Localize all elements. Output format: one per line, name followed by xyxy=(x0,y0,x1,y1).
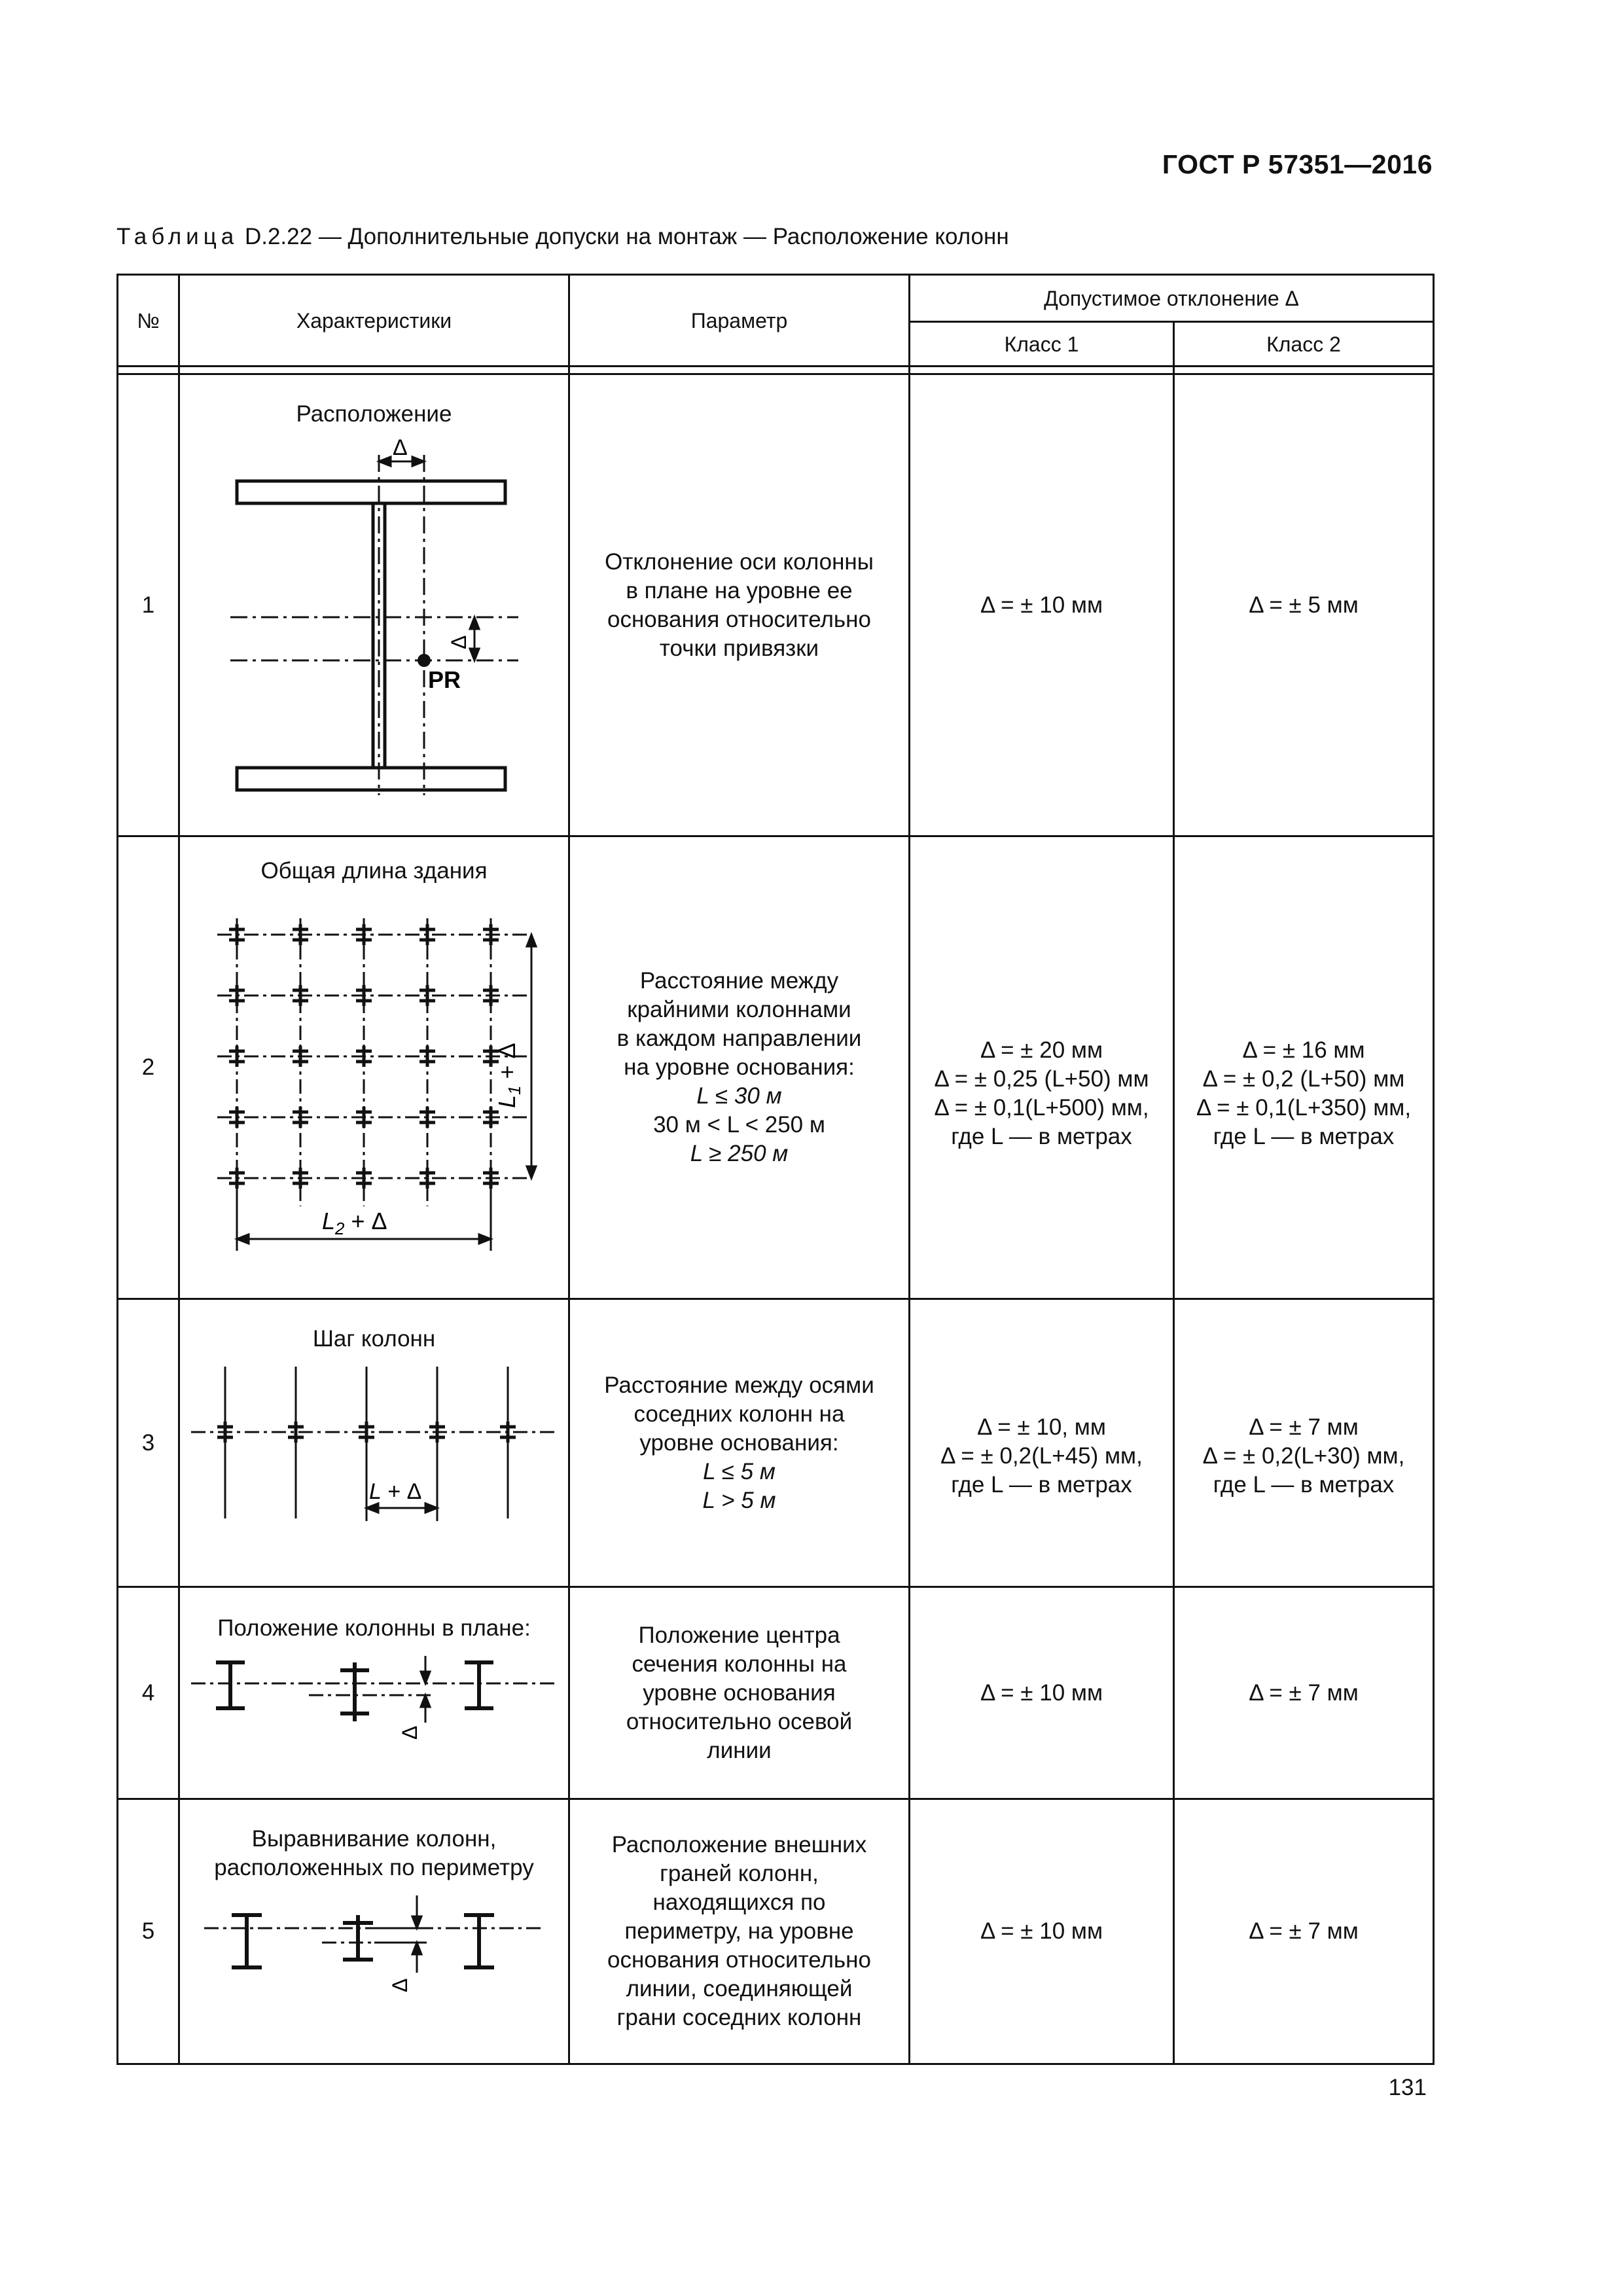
delta-label: Δ xyxy=(392,435,408,460)
tolerance-line: Δ = ± 10 мм xyxy=(980,592,1103,618)
tolerance-line: Δ = ± 10 мм xyxy=(980,1679,1103,1706)
header-characteristic: Характеристики xyxy=(179,275,569,367)
parameter-line: Отклонение оси колонны xyxy=(605,548,874,575)
parameter-line: основания относительно xyxy=(607,1947,871,1973)
characteristic-cell xyxy=(179,1799,569,2064)
table-row xyxy=(118,836,1434,1299)
tolerance-line: Δ = ± 0,25 (L+50) мм xyxy=(934,1066,1149,1092)
tolerance-line: где L — в метрах xyxy=(951,1124,1132,1149)
building-length-diagram xyxy=(191,886,558,1252)
parameter-cell xyxy=(569,1299,910,1587)
characteristic-label: Положение колонны в плане: xyxy=(217,1615,531,1641)
header-class1: Класс 1 xyxy=(910,322,1174,367)
parameter-cell xyxy=(569,374,910,836)
page-number: 131 xyxy=(1388,2075,1427,2100)
pitch-dimension-label: L + Δ xyxy=(368,1479,421,1504)
tolerance-table xyxy=(116,274,1435,2065)
tolerance-line: Δ = ± 0,2(L+30) мм, xyxy=(1202,1443,1405,1469)
parameter-line: уровне основания: xyxy=(639,1429,839,1456)
parameter-line: L > 5 м xyxy=(702,1487,776,1513)
characteristic-cell xyxy=(179,836,569,1299)
parameter-line: основания относительно xyxy=(607,606,871,632)
row-number: 5 xyxy=(118,1799,179,2064)
table-row xyxy=(118,1799,1434,2064)
column-pitch-diagram xyxy=(191,1354,558,1550)
parameter-line: на уровне основания: xyxy=(624,1054,855,1080)
parameter-line: в каждом направлении xyxy=(616,1026,862,1051)
tolerance-line: Δ = ± 7 мм xyxy=(1249,1414,1359,1440)
standard-number: ГОСТ Р 57351—2016 xyxy=(1162,149,1433,179)
tolerance-line: Δ = ± 7 мм xyxy=(1249,1679,1359,1706)
tolerance-line: Δ = ± 20 мм xyxy=(980,1037,1103,1063)
tolerance-line: Δ = ± 10 мм xyxy=(980,1918,1103,1944)
tolerance-line: Δ = ± 5 мм xyxy=(1249,592,1359,618)
column-position-diagram xyxy=(230,429,518,795)
parameter-line: Расположение внешних xyxy=(611,1832,867,1857)
table-caption xyxy=(116,224,1009,250)
delta-label: Δ xyxy=(387,1978,412,1992)
tolerance-line: Δ = ± 0,2(L+45) мм, xyxy=(940,1443,1143,1469)
parameter-line: Положение центра xyxy=(638,1622,840,1648)
parameter-line: граней колонн, xyxy=(660,1861,819,1886)
parameter-line: крайними колоннами xyxy=(627,997,851,1022)
class2-cell xyxy=(1174,1587,1434,1799)
parameter-cell xyxy=(569,1799,910,2064)
tolerance-line: где L — в метрах xyxy=(951,1471,1132,1498)
class1-cell xyxy=(910,836,1174,1299)
tolerance-line: Δ = ± 16 мм xyxy=(1242,1037,1365,1063)
characteristic-label: Выравнивание колонн, xyxy=(251,1826,497,1852)
class1-cell xyxy=(910,1299,1174,1587)
delta-label-vertical: Δ xyxy=(446,635,471,649)
characteristic-cell xyxy=(179,1587,569,1799)
table-row xyxy=(118,374,1434,836)
class2-cell xyxy=(1174,836,1434,1299)
parameter-line: в плане на уровне ее xyxy=(626,577,853,603)
class2-cell xyxy=(1174,1799,1434,2064)
parameter-line: линии xyxy=(707,1737,772,1763)
tolerance-line: Δ = ± 0,1(L+500) мм, xyxy=(934,1095,1149,1121)
pr-point xyxy=(418,654,431,667)
delta-label: Δ xyxy=(397,1725,421,1740)
row-number: 4 xyxy=(118,1587,179,1799)
class2-cell xyxy=(1174,1299,1434,1587)
parameter-line: L ≥ 250 м xyxy=(690,1141,789,1166)
table-caption-text: D.2.22 — Дополнительные допуски на монтаж — Расположение колонн xyxy=(244,224,1009,249)
characteristic-cell xyxy=(179,1299,569,1587)
tolerance-line: Δ = ± 10, мм xyxy=(977,1414,1106,1440)
header-tolerance-group: Допустимое отклонение Δ xyxy=(910,275,1434,322)
class1-cell xyxy=(910,1587,1174,1799)
characteristic-label: Расположение xyxy=(296,401,452,427)
pr-label: PR xyxy=(427,666,461,693)
parameter-line: сечения колонны на xyxy=(632,1651,847,1677)
class1-cell xyxy=(910,374,1174,836)
characteristic-label: Шаг колонн xyxy=(312,1326,436,1352)
tolerance-line: Δ = ± 0,2 (L+50) мм xyxy=(1202,1066,1405,1092)
tolerance-line: Δ = ± 0,1(L+350) мм, xyxy=(1196,1095,1412,1121)
table-caption-lead: Таблица xyxy=(116,224,239,249)
header-num: № xyxy=(118,275,179,367)
header-separator xyxy=(118,367,1434,374)
characteristic-label: Общая длина здания xyxy=(260,858,488,884)
class1-cell xyxy=(910,1799,1174,2064)
tolerance-line: где L — в метрах xyxy=(1213,1471,1395,1498)
column-plan-position-diagram xyxy=(191,1643,558,1761)
parameter-line: точки привязки xyxy=(659,635,819,661)
parameter-line: грани соседних колонн xyxy=(616,2005,862,2030)
parameter-line: Расстояние между осями xyxy=(604,1372,874,1398)
parameter-cell xyxy=(569,1587,910,1799)
parameter-line: Расстояние между xyxy=(639,968,839,994)
parameter-line: периметру, на уровне xyxy=(624,1918,854,1944)
parameter-line: линии, соединяющей xyxy=(626,1976,853,2001)
table-row xyxy=(118,1299,1434,1587)
characteristic-cell xyxy=(179,374,569,836)
row-number: 2 xyxy=(118,836,179,1299)
perimeter-alignment-diagram xyxy=(191,1882,558,2000)
parameter-line: уровне основания xyxy=(643,1679,836,1706)
l2-dimension-label: $L_2 + \Delta$ xyxy=(321,1208,387,1238)
row-number: 3 xyxy=(118,1299,179,1587)
header-row xyxy=(118,275,1434,322)
parameter-cell xyxy=(569,836,910,1299)
parameter-line: соседних колонн на xyxy=(633,1401,845,1427)
l1-dimension-label: $L_1 + \Delta$ xyxy=(493,1043,524,1108)
tolerance-line: где L — в метрах xyxy=(1213,1124,1395,1149)
parameter-line: 30 м < L < 250 м xyxy=(653,1112,825,1138)
table-row xyxy=(118,1587,1434,1799)
parameter-line: L ≤ 5 м xyxy=(703,1458,776,1484)
row-number: 1 xyxy=(118,374,179,836)
characteristic-label: расположенных по периметру xyxy=(214,1855,534,1880)
parameter-line: находящихся по xyxy=(652,1890,826,1915)
parameter-line: L ≤ 30 м xyxy=(696,1083,782,1109)
class2-cell xyxy=(1174,374,1434,836)
header-class2: Класс 2 xyxy=(1174,322,1434,367)
tolerance-line: Δ = ± 7 мм xyxy=(1249,1918,1359,1944)
parameter-line: относительно осевой xyxy=(626,1708,853,1734)
header-parameter: Параметр xyxy=(569,275,910,367)
